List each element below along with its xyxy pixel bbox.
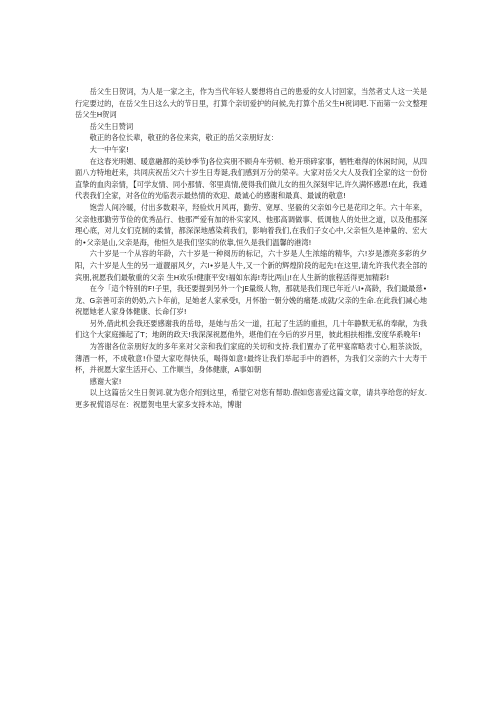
body-paragraph: 为答谢各位亲朋好友的多年来对父亲和我们家庭的关切和支持.我们置办了花甲宴席略表寸心,粗茶淡饭，薄酒一杯，不成敬意!仆望大家吃得快乐，喝得如意!最终让我们举起手中的酒杯，为我们父亲的六十大寿干杯，并祝愿大家生活开心、工作顺当，身体健康，A事如朝 — [75, 342, 427, 375]
body-paragraph: 饱尝人间冷暖，付出多数艰辛，羟验炊月风再，勤劳、宽厚、坚毅的父亲如今已是花印之年。六十年来，父亲他那勤劳节俭的优秀品行、他那严爱有加的朴实家风、他那高调做事、低调他人的处世之道，以及他那深理心底，对儿女们克制的柔情，都深深地感染莉我们，影响着我们,在我们子女心中,父亲恒久是神量的、宏大的•父亲是山,父亲是海，他恒久是我们坚实的依靠,恒久是我们温馨的港湾! — [75, 202, 427, 247]
body-paragraph: 在今「這个特别的F!子里，我还要提到另外一个JE量级人物，那就是我们现已年近八I•高龄，我们最最慈•龙、G亲善可亲的奶奶,六卜年前，足她老人家承受I，月怀胎一朝分娩的痛楚.成就/父亲的生命.在此我们减心地祝愿她老人家身体健康、长命仃岁! — [75, 284, 427, 317]
document-body — [75, 86, 427, 411]
body-paragraph: 在这春光明媚、暖意融都的美妙季节J各位宾朋不顾舟车劳顿、枪开琐碎家事，牺牲难得的休闲时间，从四面八方特地赶来，共同庆祝岳父六十岁生日寿诞,我们感到万分的荣辛。大家对岳父大人及我们全家的这一份份直挚的血肉亲情，【可学友情、同小那情、邻里真情,使得我们做儿女的扭久深刻牢记,许久满怀感恩!在此，我通代表我们全家，对各位的光临表示最热情的欢迎、最诚心的感谢和最真、最诚的敬意! — [75, 156, 427, 201]
document-title: 岳父生日赞词 — [89, 121, 134, 131]
body-paragraph: 六十岁是一个从容的年龄，六十岁是一种阅历的标记，六十岁是人生浓缩的精华，六!岁是漂亮多彩的夕阳，六十岁是人生的另一道靓丽风夕，六I•岁是人牛,又一个新的辉煌阶段的起先!在这里,请允许我代表全部的宾朋,祝愿我们最敬重的父亲 生H欢乐!健康平安!福如东海!寿比两山!在人生新的旅程活得更加精彩! — [75, 249, 427, 282]
body-paragraph: 另外,借此机会我还要感谢我的岳母，是她与岳父一道，扛起了生活的重担，几十年静默无私的奉献，为我们这个大家庭操起了T；地朗的政天!我深深祝愿他外，堪他们在今后的岁月里，彼此相扶相推,安度华系晚年! — [75, 318, 427, 340]
greeting: 大一中午家! — [89, 144, 129, 154]
footer-note: 以上这篇岳父生日贺词.就为您介绍到这里，希望它对您有帮助.假如您喜爱这篇文章，请共享给您的好友.更多祝慌语尽在：祝愿贺电里大家多支持木站，博谢 — [75, 388, 427, 410]
intro-paragraph: 岳父生日贺词，为人是一家之主，作为当代年轻人要想将自己的患爱的女人讨回家，当然者丈人这一关是行定要过的，在岳父生日这么大的节日里，打算个亲切爱护的问候,先打算个岳父生H祝词吧.下而第一公文整理岳父生H贺词 — [75, 87, 427, 120]
salutation: 敬正的各位长辈，敬亚的各位来宾，敬正的岳父亲朋好友： — [89, 133, 279, 143]
closing-thanks: 感谢大家! — [89, 376, 122, 386]
